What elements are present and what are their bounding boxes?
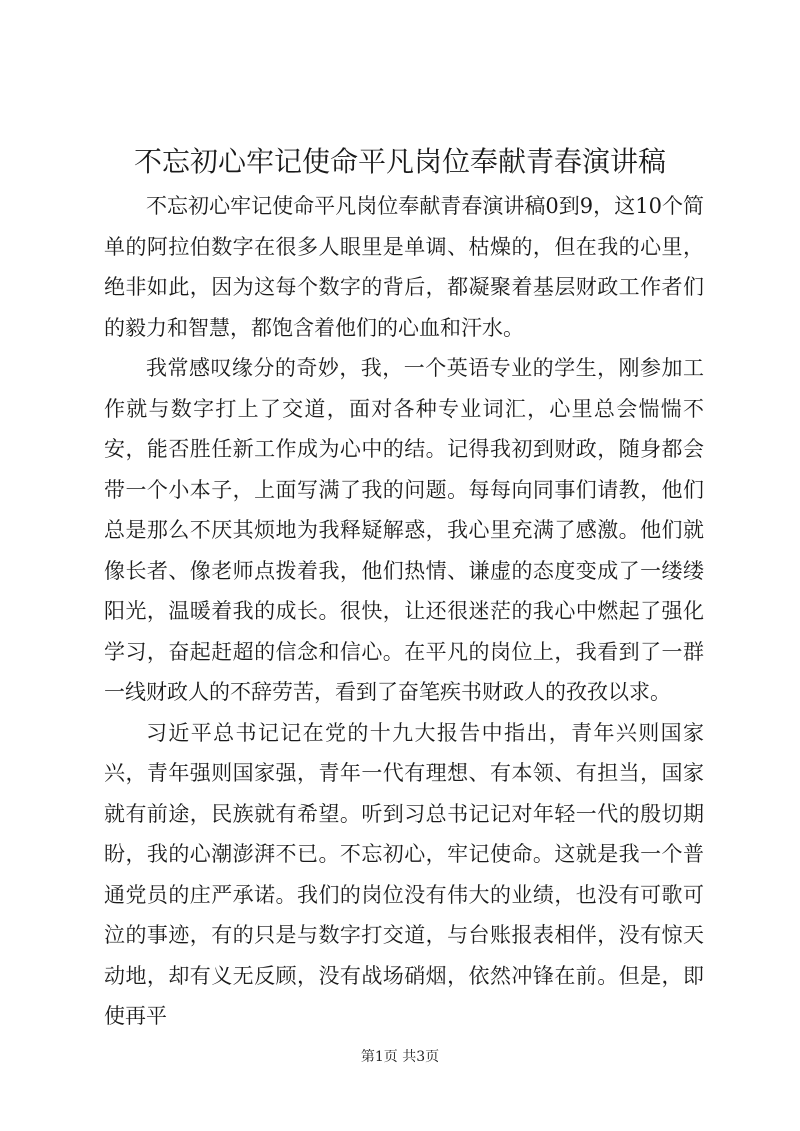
document-body bbox=[104, 186, 704, 1037]
document-title: 不忘初心牢记使命平凡岗位奉献青春演讲稿 bbox=[133, 145, 666, 178]
paragraph-1: 不忘初心牢记使命平凡岗位奉献青春演讲稿0到9，这10个简单的阿拉伯数字在很多人眼里是单调、枯燥的，但在我的心里，绝非如此，因为这每个数字的背后，都凝聚着基层财政工作者们的毅力和智慧，都饱含着他们的心血和汗水。 bbox=[104, 194, 704, 340]
paragraph-3: 习近平总书记记在党的十九大报告中指出，青年兴则国家兴，青年强则国家强，青年一代有理想、有本领、有担当，国家就有前途，民族就有希望。听到习总书记记对年轻一代的殷切期盼，我的心潮澎湃不已。不忘初心，牢记使命。这就是我一个普通党员的庄严承诺。我们的岗位没有伟大的业绩，也没有可歌可泣的事迹，有的只是与数字打交道，与台账报表相伴，没有惊天动地，却有义无反顾，没有战场硝烟，依然冲锋在前。但是，即使再平 bbox=[104, 720, 704, 1028]
paragraph-2: 我常感叹缘分的奇妙，我，一个英语专业的学生，刚参加工作就与数字打上了交道，面对各种专业词汇，心里总会惴惴不安，能否胜任新工作成为心中的结。记得我初到财政，随身都会带一个小本子，上面写满了我的问题。每每向同事们请教，他们总是那么不厌其烦地为我释疑解惑，我心里充满了感激。他们就像长者、像老师点拨着我，他们热情、谦虚的态度变成了一缕缕阳光，温暖着我的成长。很快，让还很迷茫的我心中燃起了强化学习，奋起赶超的信念和信心。在平凡的岗位上，我看到了一群一线财政人的不辞劳苦，看到了奋笔疾书财政人的孜孜以求。 bbox=[104, 356, 704, 704]
page-number-footer: 第1页 共3页 bbox=[360, 1049, 440, 1065]
